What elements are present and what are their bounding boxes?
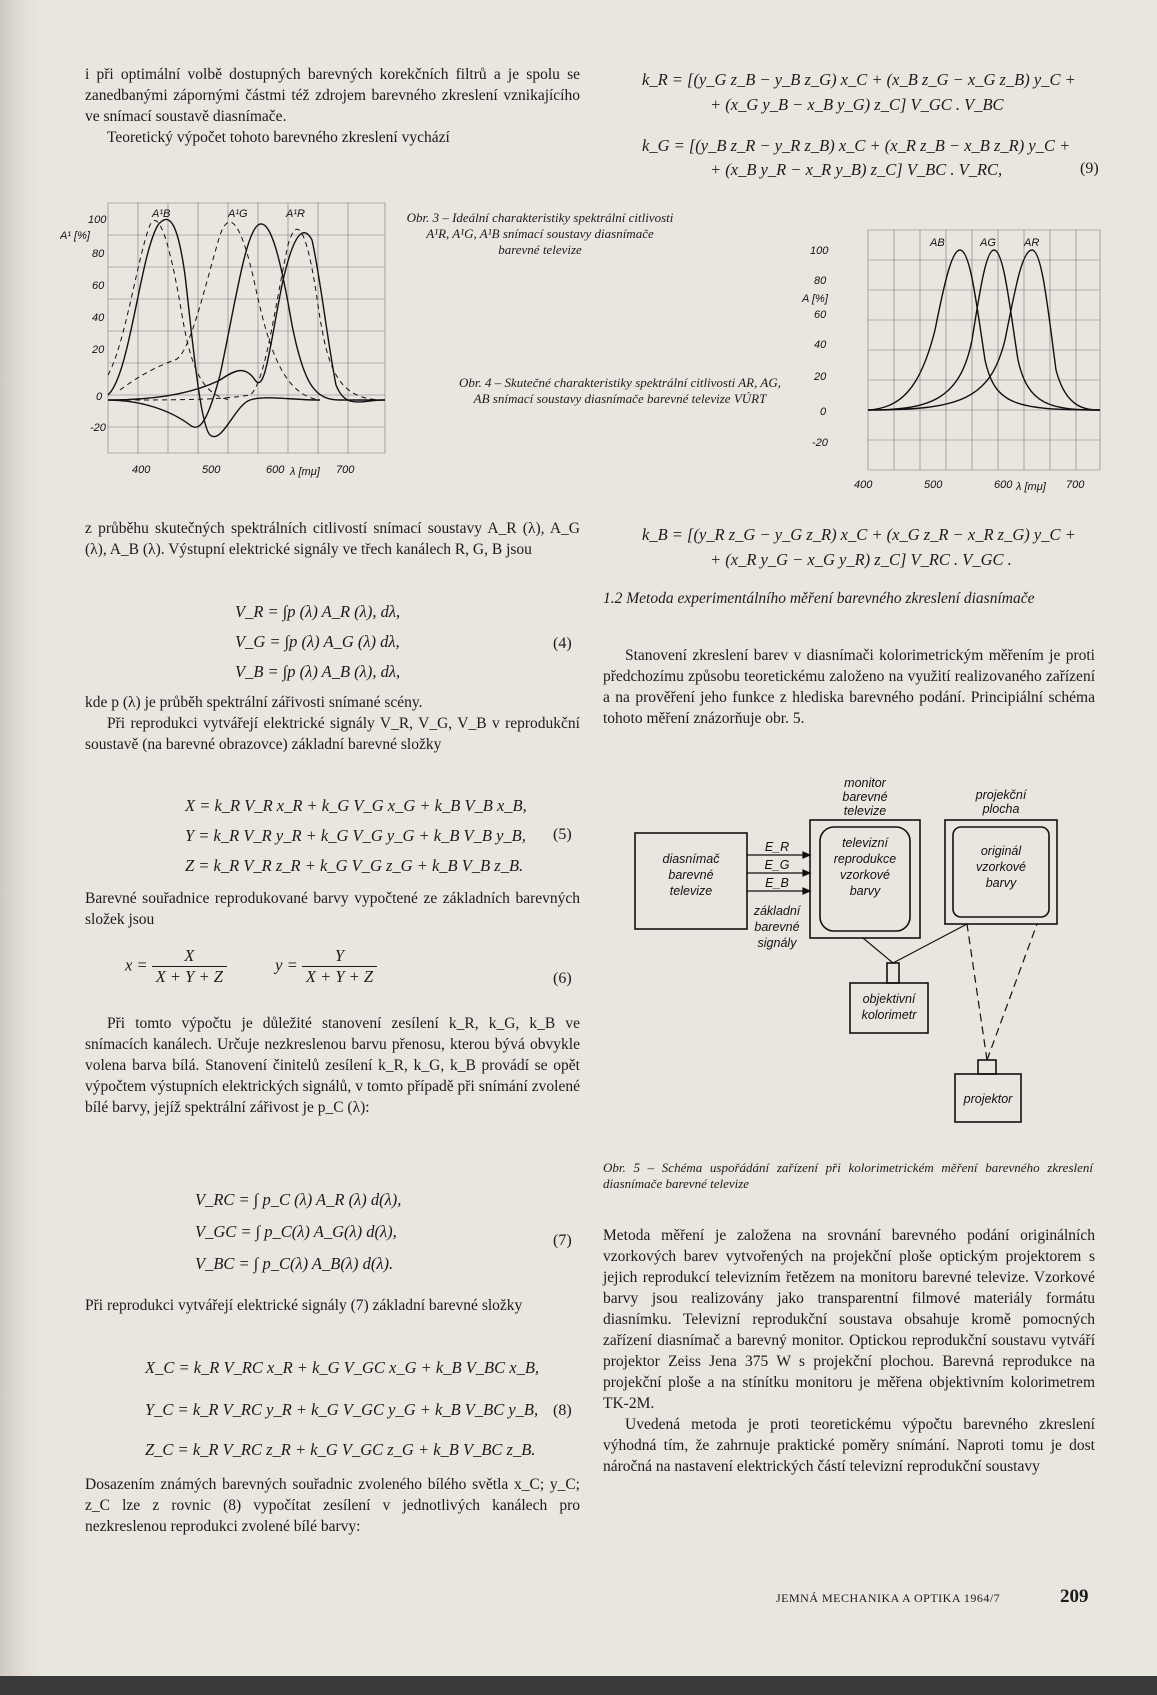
fig5-projekcni-1: projekční [975, 788, 1027, 802]
fig5-zakladni-1: základní [753, 904, 801, 918]
equation-6-x-num: X [152, 946, 227, 967]
figure-3-caption: Obr. 3 – Ideální charakteristiky spektrální citlivosti A¹R, A¹G, A¹B snímací soustavy diasnímače barevné televize [406, 210, 674, 257]
fig5-original-2: vzorkové [975, 860, 1027, 874]
equation-6-y-den: X + Y + Z [305, 967, 374, 986]
paragraph-reprodukce: Při reprodukci vytvářejí elektrické signály V_R, V_G, V_B v reprodukční soustavě (na barevné obrazovce) základní barevné složky [85, 715, 580, 753]
left-text-block-6 [85, 1474, 580, 1537]
equation-9-line-2: + (x_G y_B − x_B y_G) z_C] V_GC . V_BC [710, 95, 1004, 114]
fig5-monitor-1: monitor [844, 776, 886, 790]
fig3-ytick-60: 60 [92, 280, 105, 292]
intro-paragraph: i při optimální volbě dostupných barevných korekčních filtrů a je spolu se zanedbanými zápornými částmi též zdrojem barevného zkreslení vznikajícího ve snímací soustavě diasnímače. [85, 66, 580, 125]
page-number: 209 [1060, 1586, 1089, 1607]
equation-4-line-1: V_R = ∫p (λ) A_R (λ), dλ, [235, 602, 401, 621]
equation-6-x-den: X + Y + Z [155, 967, 223, 986]
equation-5-line-1: X = k_R V_R x_R + k_G V_G x_G + k_B V_B x_B, [185, 796, 527, 815]
figure-5-caption: Obr. 5 – Schéma uspořádání zařízení při kolorimetrickém měření barevného zkreslení diasnímače barevné televize [603, 1160, 1093, 1191]
equation-8-line-2: Y_C = k_R V_RC y_R + k_G V_GC y_G + k_B V_BC y_B, [145, 1400, 539, 1419]
fig3-xlabel: λ [mμ] [290, 466, 320, 478]
fig5-tv-repro-3: vzorkové [839, 868, 891, 882]
equation-4-number: (4) [553, 635, 572, 652]
equation-9-line-1: k_R = [(y_G z_B − y_B z_G) x_C + (x_B z_G − x_G z_B) y_C + [642, 70, 1076, 89]
fig3-xtick-400: 400 [132, 464, 151, 476]
page-bottom-edge [0, 1676, 1157, 1695]
page-edge-shadow [0, 0, 40, 1695]
left-text-block-4 [85, 1013, 580, 1118]
equation-7-line-3: V_BC = ∫ p_C(λ) A_B(λ) d(λ). [195, 1254, 394, 1273]
fig3-ytick-minus20: -20 [90, 422, 106, 434]
equation-9-number: (9) [1080, 160, 1099, 177]
fig5-diasnimac-3: televize [669, 884, 713, 898]
section-heading-1-2: 1.2 Metoda experimentálního měření barevného zkreslení diasnímače [603, 590, 1035, 607]
equation-6-x-lhs: x = [125, 955, 148, 975]
left-column [85, 64, 580, 148]
equation-7-line-2: V_GC = ∫ p_C(λ) A_G(λ) d(λ), [195, 1222, 397, 1241]
right-text-block-1 [603, 645, 1095, 729]
fig4-xtick-400: 400 [854, 479, 873, 491]
fig5-kolorimetr-1: objektivní [862, 992, 916, 1006]
fig3-curve-label-r: A¹R [286, 208, 305, 220]
fig3-curve-label-g: A¹G [228, 208, 248, 220]
fig5-signal-g: E_G [764, 858, 790, 872]
left-text-block-2 [85, 692, 580, 755]
paragraph-reprodukce-2: Při reprodukci vytvářejí elektrické signály (7) základní barevné složky [85, 1297, 523, 1314]
equation-7-line-1: V_RC = ∫ p_C (λ) A_R (λ) d(λ), [195, 1190, 402, 1209]
paragraph-vypocet: Při tomto výpočtu je důležité stanovení zesílení k_R, k_G, k_B ve snímacích kanálech. Určuje nezkreslenou barvu přenosu, kterou bývá obvykle volena barva bílá. Stanovení činitelů zesílení k_R, k_G, k_B provádí se opět výpočtem výstupních elektrických signálů, v tomto případě při snímání zvolené bílé barvy, jejíž spektrální zářivost je p_C (λ): [85, 1015, 580, 1116]
equation-4-line-3: V_B = ∫p (λ) A_B (λ), dλ, [235, 662, 401, 681]
equation-9-line-3: k_G = [(y_B z_R − y_R z_B) x_C + (x_R z_B − x_B z_R) y_C + [642, 136, 1071, 155]
equation-6-x-frac [152, 946, 227, 987]
fig5-tv-repro-1: televizní [842, 836, 888, 850]
fig4-xtick-500: 500 [924, 479, 943, 491]
fig4-ylabel: A [%] [802, 293, 828, 305]
figure-4-chart [800, 220, 1120, 500]
fig4-ytick-100: 100 [810, 245, 829, 257]
right-text-block-2 [603, 1225, 1095, 1477]
fig5-signal-b: E_B [765, 876, 789, 890]
journal-footer: JEMNÁ MECHANIKA A OPTIKA 1964/7 [776, 1591, 1001, 1605]
equation-6 [125, 946, 377, 987]
equation-9b-line-1: k_B = [(y_R z_G − y_G z_R) x_C + (x_G z_R − x_R z_G) y_C + [642, 525, 1076, 544]
fig3-xtick-500: 500 [202, 464, 221, 476]
fig5-projekcni-2: plocha [982, 802, 1020, 816]
paragraph-souradnice: Barevné souřadnice reprodukované barvy vypočtené ze základních barevných složek jsou [85, 890, 580, 928]
figure-5-schematic [605, 775, 1105, 1150]
fig3-xtick-700: 700 [336, 464, 355, 476]
intro-paragraph-2: Teoretický výpočet tohoto barevného zkreslení vychází [107, 129, 450, 146]
paragraph-kde: kde p (λ) je průběh spektrální zářivosti snímané scény. [85, 694, 423, 711]
fig5-zakladni-3: signály [757, 936, 797, 950]
equation-6-number: (6) [553, 970, 572, 987]
fig3-ylabel: A¹ [%] [60, 230, 90, 242]
equation-9-line-4: + (x_B y_R − x_R y_B) z_C] V_BC . V_RC, [710, 160, 1003, 179]
fig3-xtick-600: 600 [266, 464, 285, 476]
fig4-xtick-600: 600 [994, 479, 1013, 491]
figure-3-chart [60, 195, 400, 485]
fig5-original-1: originál [980, 844, 1022, 858]
fig5-monitor-2: barevné [842, 790, 888, 804]
fig3-curve-label-b: A¹B [152, 208, 171, 220]
fig4-ytick-80: 80 [814, 275, 827, 287]
equation-6-y-num: Y [302, 946, 377, 967]
fig3-ytick-20: 20 [92, 344, 105, 356]
fig4-curve-label-b: AB [930, 237, 945, 249]
fig4-ytick-40: 40 [814, 339, 827, 351]
fig3-ytick-40: 40 [92, 312, 105, 324]
fig4-ytick-60: 60 [814, 309, 827, 321]
fig5-kolorimetr-2: kolorimetr [861, 1008, 917, 1022]
paragraph-spectral: z průběhu skutečných spektrálních citlivostí snímací soustavy A_R (λ), A_G (λ), A_B (λ). Výstupní elektrické signály ve třech kanálech R, G, B jsou [85, 520, 580, 558]
equation-8-line-3: Z_C = k_R V_RC z_R + k_G V_GC z_G + k_B V_BC z_B. [145, 1440, 536, 1459]
equation-5-line-2: Y = k_R V_R y_R + k_G V_G y_G + k_B V_B y_B, [185, 826, 526, 845]
paragraph-stanoveni: Stanovení zkreslení barev v diasnímači kolorimetrickým měřením je proti předchozímu způsobu teoretickému založeno na využití realizovaného zařízení a na prověření jeho funkce z hlediska barevného podání. Principiální schéma tohoto měření znázorňuje obr. 5. [603, 647, 1095, 727]
fig5-zakladni-2: barevné [754, 920, 800, 934]
fig5-tv-repro-2: reprodukce [833, 852, 897, 866]
equation-8-line-1: X_C = k_R V_RC x_R + k_G V_GC x_G + k_B V_BC x_B, [145, 1358, 540, 1377]
fig3-ytick-0: 0 [96, 391, 103, 403]
equation-4-line-2: V_G = ∫p (λ) A_G (λ) dλ, [235, 632, 400, 651]
fig5-projektor: projektor [963, 1092, 1013, 1106]
equation-5-number: (5) [553, 826, 572, 843]
equation-6-y-lhs: y = [275, 955, 298, 975]
paragraph-metoda: Metoda měření je založena na srovnání barevného podání originálních vzorkových barev vytvořených na projekční ploše optickým projektorem s jejich reprodukcí televizním řetězem na monitoru barevné televize. Vzorkové barvy jsou realizovány jako transparentní filmové materiály formátu diasnímku. Televizní reprodukční soustava obsahuje kromě pomocných zařízení diasnímač a barevný monitor. Optickou reprodukční soustavu vytváří projektor Zeiss Jena 375 W s projekční plochou. Barevná reprodukce na projekční ploše a na stínítku monitoru je měřena objektivním kolorimetrem TK-2M. [603, 1227, 1095, 1412]
paragraph-uvedena: Uvedená metoda je proti teoretickému výpočtu barevného zkreslení výhodná tím, že zahrnuje praktické poměry snímání. Naproti tomu je dost náročná na nastavení elektrických částí televizní reprodukční soustavy [603, 1416, 1095, 1475]
fig3-ytick-80: 80 [92, 248, 105, 260]
left-text-block-5 [85, 1295, 580, 1316]
fig5-signal-r: E_R [764, 840, 790, 854]
fig5-monitor-3: televize [843, 804, 887, 818]
equation-9b-line-2: + (x_R y_G − x_G y_R) z_C] V_RC . V_GC . [710, 550, 1012, 569]
figure-4-caption: Obr. 4 – Skutečné charakteristiky spektrální citlivosti AR, AG, AB snímací soustavy diasnímače barevné televize VÚRT [459, 375, 781, 406]
fig5-diasnimac-1: diasnímač [662, 852, 720, 866]
fig4-ytick-minus20: -20 [812, 437, 828, 449]
fig4-xtick-700: 700 [1066, 479, 1085, 491]
fig5-diasnimac-2: barevné [668, 868, 714, 882]
paragraph-dosazenim: Dosazením známých barevných souřadnic zvoleného bílého světla x_C; y_C; z_C lze z rovnic (8) vypočítat zesílení v jednotlivých kanálech pro nezkreslenou reprodukci zvolené bílé barvy: [85, 1476, 580, 1535]
fig4-ytick-20: 20 [814, 371, 827, 383]
fig4-xlabel: λ [mμ] [1016, 481, 1046, 493]
left-column-body [85, 518, 580, 560]
equation-5-line-3: Z = k_R V_R z_R + k_G V_G z_G + k_B V_B z_B. [185, 856, 524, 875]
equation-7-number: (7) [553, 1232, 572, 1249]
fig4-ytick-0: 0 [820, 406, 827, 418]
fig4-curve-label-g: AG [980, 237, 996, 249]
fig5-tv-repro-4: barvy [849, 884, 881, 898]
fig3-ytick-100: 100 [88, 214, 107, 226]
fig4-curve-label-r: AR [1024, 237, 1040, 249]
left-text-block-3 [85, 888, 580, 930]
equation-8-number: (8) [553, 1402, 572, 1419]
equation-6-y-frac [302, 946, 377, 987]
fig5-original-3: barvy [985, 876, 1017, 890]
